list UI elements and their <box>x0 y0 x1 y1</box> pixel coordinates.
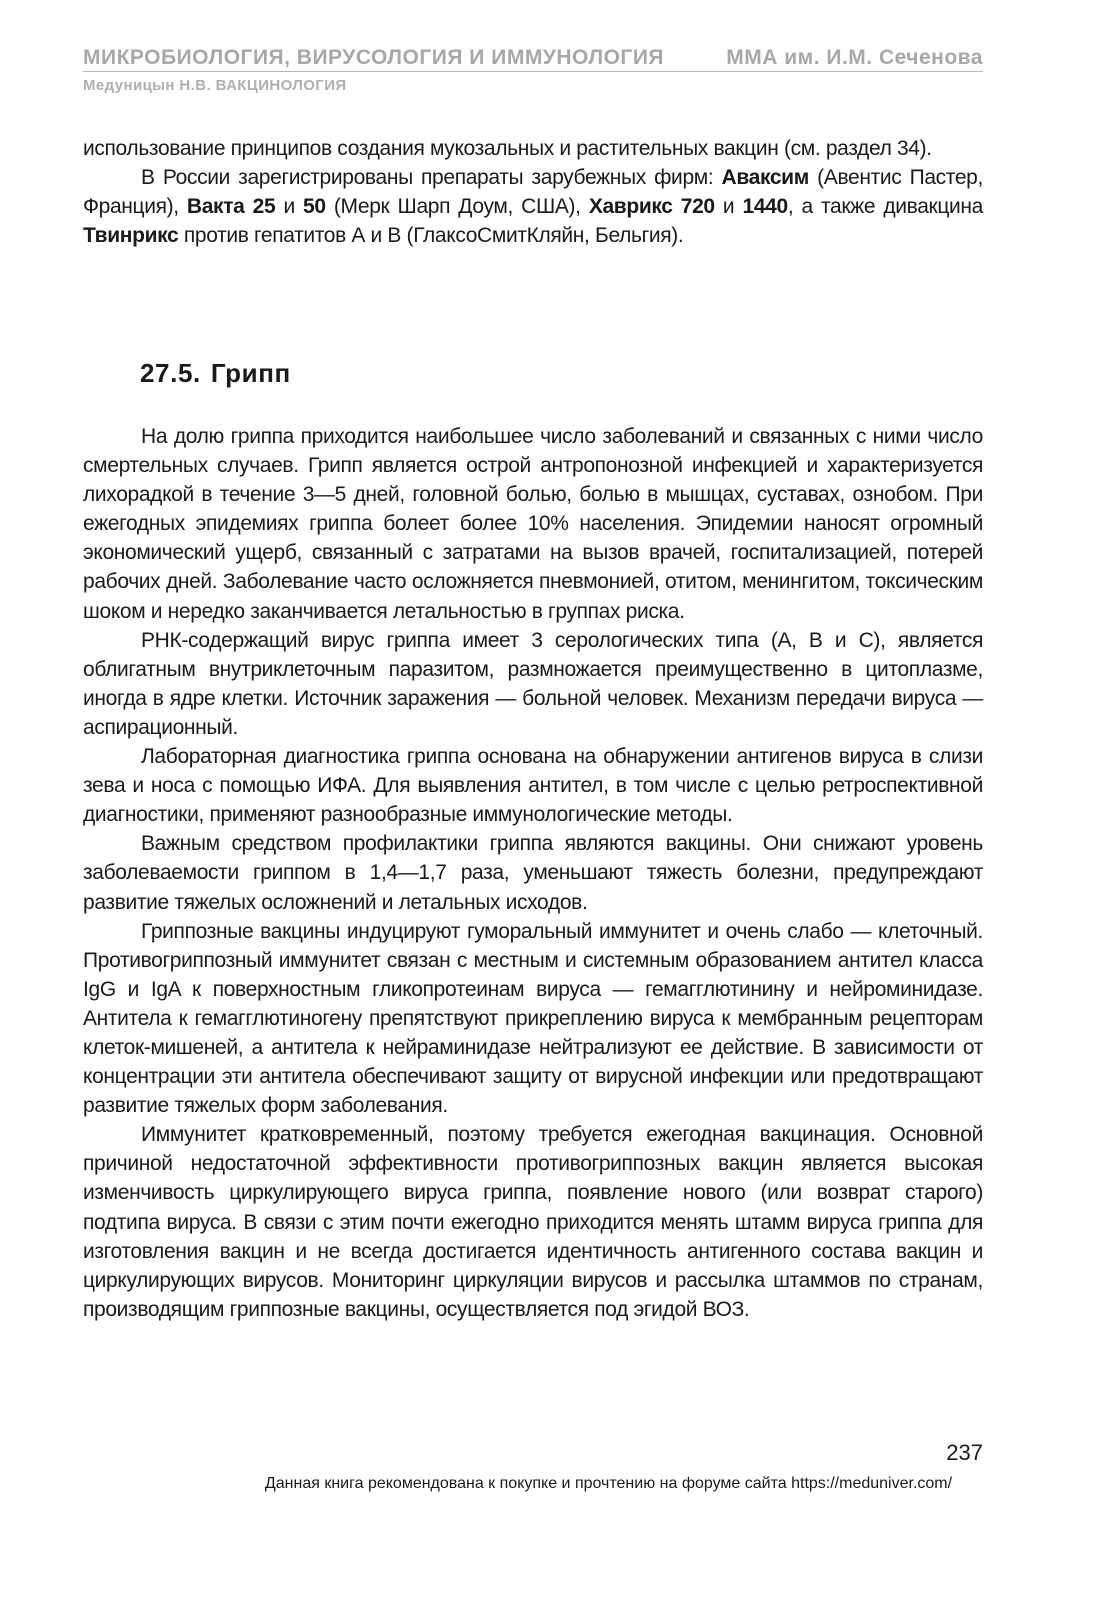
vaccine-name-vakta: Вакта 25 <box>186 195 276 219</box>
vaccine-name-havrix: Хаврикс 720 <box>588 195 715 219</box>
footer-text: Данная книга рекомендована к покупке и прочтению на форуме сайта https://meduniver.com/ <box>264 1475 953 1492</box>
vaccine-dose-50: 50 <box>303 195 326 219</box>
vaccine-dose-1440: 1440 <box>742 195 788 219</box>
running-header <box>83 46 983 94</box>
paragraph: Лабораторная диагностика гриппа основана на обнаружении антигенов вируса в слизи зева и носа с помощью ИФА. Для выявления антител, в том числе с целью ретроспективной диагностики, применяют разнообразные иммунологические методы. <box>83 745 983 827</box>
section-body <box>83 422 983 1324</box>
text-run: и <box>714 195 743 219</box>
paragraph: Гриппозные вакцины индуцируют гуморальный иммунитет и очень слабо — клеточный. Противогриппозный иммунитет связан с местным и системным образованием антител класса IgG и IgA к поверхностным гликопротеинам вируса — гемагглютинину и нейроминидазе. Антитела к гемагглютиногену препятствуют прикреплению вируса к мембранным рецепторам клеток-мишеней, а антитела к нейраминидазе нейтрализуют ее действие. В зависимости от концентрации эти антитела обеспечивают защиту от вирусной инфекции или предотвращают развитие тяжелых форм заболевания. <box>83 919 983 1118</box>
paragraph: На долю гриппа приходится наибольшее число заболеваний и связанных с ними число смертельных случаев. Грипп является острой антропонозной инфекцией и характеризуется лихорадкой в течение 3—5 дней, головной болью, болью в мышцах, суставах, ознобом. При ежегодных эпидемиях гриппа болеет более 10% населения. Эпидемии наносят огромный экономический ущерб, связанный с затратами на вызов врачей, госпитализацией, потерей рабочих дней. Заболевание часто осложняется пневмонией, отитом, менингитом, токсическим шоком и нередко заканчивается летальностью в группах риска. <box>83 425 983 623</box>
paragraph: Важным средством профилактики гриппа являются вакцины. Они снижают уровень заболеваемости гриппом в 1,4—1,7 раза, уменьшают тяжесть болезни, предупреждают развитие тяжелых осложнений и летальных исходов. <box>83 832 983 914</box>
paragraph: РНК-содержащий вирус гриппа имеет 3 серологических типа (А, В и С), является облигатным внутриклеточным паразитом, размножается преимущественно в цитоплазме, иногда в ядре клетки. Источник заражения — больной человек. Механизм передачи вируса — аспирационный. <box>83 628 983 739</box>
vaccine-name-avaxim: Аваксим <box>721 166 809 190</box>
publisher-name: ММА им. И.М. Сеченова <box>726 46 983 69</box>
footer-note <box>0 1475 1105 1493</box>
vaccine-name-twinrix: Твинрикс <box>83 224 179 248</box>
text-run: против гепатитов А и В (ГлаксоСмитКляйн, Бельгия). <box>178 224 684 248</box>
section-number: 27.5. <box>140 358 201 388</box>
continued-text-block <box>83 134 983 250</box>
text-run: (Авентис Пастер, Франция), <box>83 166 983 219</box>
continued-paragraph: использование принципов создания мукозальных и растительных вакцин (см. раздел 34). <box>83 137 932 160</box>
section-title: Грипп <box>210 358 291 388</box>
running-header-line <box>83 46 983 72</box>
text-run: (Мерк Шарп Доум, США), <box>325 195 589 219</box>
section-heading <box>140 358 291 389</box>
book-series-title: МИКРОБИОЛОГИЯ, ВИРУСОЛОГИЯ И ИММУНОЛОГИЯ <box>83 46 665 69</box>
text-run: и <box>275 195 304 219</box>
text-run: В России зарегистрированы препараты зарубежных фирм: <box>141 166 722 190</box>
paragraph: Иммунитет кратковременный, поэтому требуется ежегодная вакцинация. Основной причиной недостаточной эффективности противогриппозных вакцин является высокая изменчивость циркулирующего вируса гриппа, появление нового (или возврат старого) подтипа вируса. В связи с этим почти ежегодно приходится менять штамм вируса гриппа для изготовления вакцин и не всегда достигается идентичность антигенного состава вакцин и циркулирующих вирусов. Мониторинг циркуляции вирусов и рассылка штаммов по странам, производящим гриппозные вакцины, осуществляется под эгидой ВОЗ. <box>83 1123 983 1321</box>
vaccines-registered-paragraph <box>83 163 983 250</box>
page-number: 237 <box>946 1440 983 1465</box>
text-run: , а также дивакцина <box>787 195 984 219</box>
book-author-title: Медуницын Н.В. ВАКЦИНОЛОГИЯ <box>83 77 347 94</box>
